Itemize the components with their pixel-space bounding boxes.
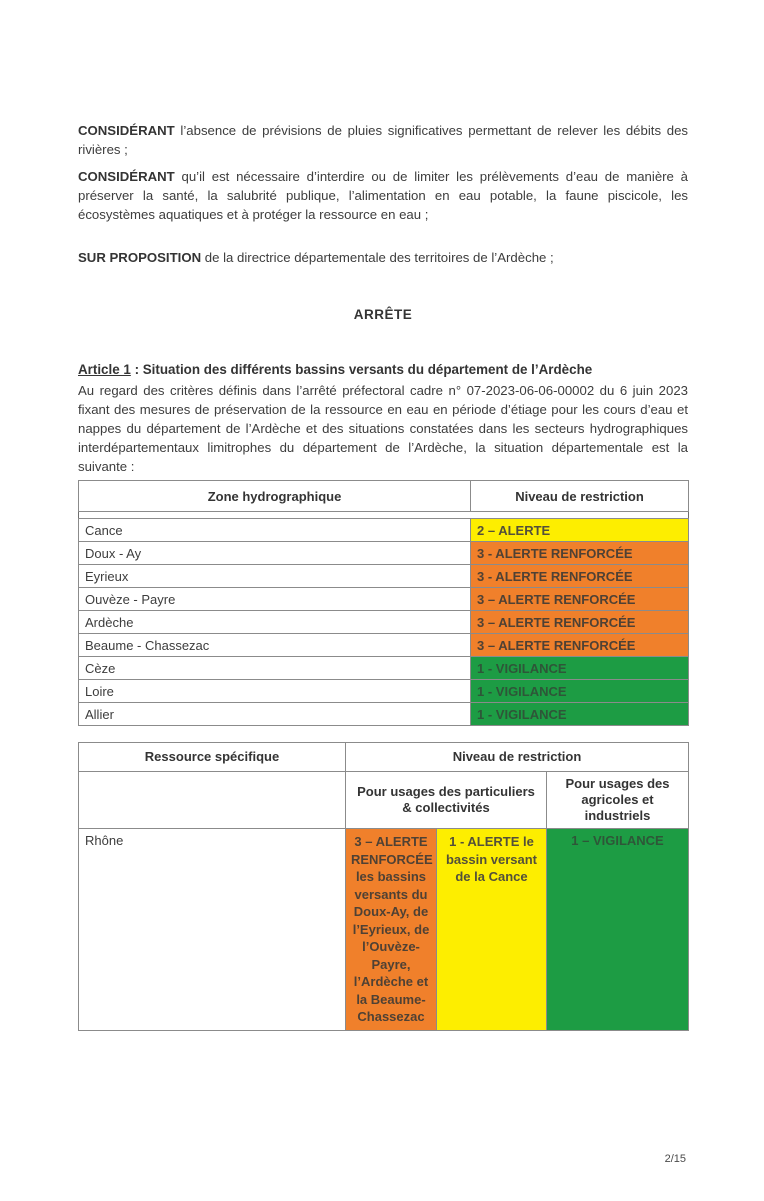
document-page bbox=[0, 121, 764, 1031]
zone-name: Cèze bbox=[79, 657, 471, 680]
zones-restriction-table bbox=[78, 480, 689, 726]
table-row bbox=[79, 657, 689, 680]
zone-name: Doux - Ay bbox=[79, 542, 471, 565]
restriction-level-badge: 1 - VIGILANCE bbox=[471, 703, 689, 726]
zones-table-header-zone: Zone hydrographique bbox=[79, 481, 471, 512]
resource-name: Rhône bbox=[79, 829, 346, 1031]
restriction-level-badge: 2 – ALERTE bbox=[471, 519, 689, 542]
table-row bbox=[79, 542, 689, 565]
zones-table-header-level: Niveau de restriction bbox=[471, 481, 689, 512]
zone-name: Ardèche bbox=[79, 611, 471, 634]
considerant-paragraph-2 bbox=[78, 167, 688, 224]
resource-table-header-particuliers: Pour usages des particuliers & collectivités bbox=[346, 772, 547, 829]
resource-table-header-agricoles: Pour usages des agricoles et industriels bbox=[547, 772, 689, 829]
considerant-2-lead: CONSIDÉRANT bbox=[78, 169, 175, 184]
restriction-level-badge: 3 - ALERTE RENFORCÉE bbox=[471, 542, 689, 565]
arrete-heading: ARRÊTE bbox=[353, 307, 413, 322]
restriction-level-badge: 3 – ALERTE RENFORCÉE bbox=[471, 611, 689, 634]
article-1-heading bbox=[78, 360, 688, 379]
resource-restriction-table bbox=[78, 742, 689, 1031]
page-number: 2/15 bbox=[664, 1153, 686, 1165]
restriction-level-badge: 3 – ALERTE RENFORCÉE bbox=[471, 588, 689, 611]
restriction-level-badge: 1 - VIGILANCE bbox=[471, 680, 689, 703]
table-row bbox=[79, 829, 689, 1031]
restriction-level-badge: 3 – ALERTE RENFORCÉE les bassins versants du Doux-Ay, de l’Eyrieux, de l’Ouvèze-Payre, l’Ardèche et la Beaume-Chassezac bbox=[346, 829, 437, 1031]
considerant-1-text: l’absence de prévisions de pluies significatives permettant de relever les débits des rivières ; bbox=[78, 123, 688, 157]
zone-name: Allier bbox=[79, 703, 471, 726]
resource-table-header-row-1 bbox=[79, 743, 689, 772]
table-row bbox=[79, 634, 689, 657]
considerant-paragraph-1 bbox=[78, 121, 688, 159]
zone-name: Ouvèze - Payre bbox=[79, 588, 471, 611]
restriction-level-badge: 1 - ALERTE le bassin versant de la Cance bbox=[437, 829, 547, 1031]
resource-table-header-empty bbox=[79, 772, 346, 829]
restriction-level-badge: 3 - ALERTE RENFORCÉE bbox=[471, 565, 689, 588]
resource-table-header-row-2 bbox=[79, 772, 689, 829]
table-row bbox=[79, 680, 689, 703]
zones-table-spacer-row bbox=[79, 512, 689, 519]
resource-table-header-resource: Ressource spécifique bbox=[79, 743, 346, 772]
article-1-title: : Situation des différents bassins versants du département de l’Ardèche bbox=[130, 362, 593, 377]
table-row bbox=[79, 611, 689, 634]
restriction-level-badge: 3 – ALERTE RENFORCÉE bbox=[471, 634, 689, 657]
sur-proposition-lead: SUR PROPOSITION bbox=[78, 250, 202, 265]
restriction-level-badge: 1 - VIGILANCE bbox=[471, 657, 689, 680]
sur-proposition-text: de la directrice départementale des territoires de l’Ardèche ; bbox=[201, 250, 554, 265]
table-row bbox=[79, 703, 689, 726]
considerant-1-lead: CONSIDÉRANT bbox=[78, 123, 175, 138]
article-1-label: Article 1 bbox=[78, 362, 131, 377]
restriction-level-badge: 1 – VIGILANCE bbox=[547, 829, 689, 1031]
table-row bbox=[79, 519, 689, 542]
zone-name: Beaume - Chassezac bbox=[79, 634, 471, 657]
table-row bbox=[79, 588, 689, 611]
zones-table-header-row bbox=[79, 481, 689, 512]
table-row bbox=[79, 565, 689, 588]
resource-table-header-level: Niveau de restriction bbox=[346, 743, 689, 772]
considerant-2-text: qu’il est nécessaire d’interdire ou de limiter les prélèvements d’eau de manière à préserver la santé, la salubrité publique, l’alimentation en eau potable, la faune piscicole, les écosystèmes aquatiques et à protéger la ressource en eau ; bbox=[78, 169, 688, 222]
sur-proposition-paragraph bbox=[78, 248, 688, 267]
zone-name: Eyrieux bbox=[79, 565, 471, 588]
article-1-body-paragraph: Au regard des critères définis dans l’arrêté préfectoral cadre n° 07-2023-06-06-00002 du 6 juin 2023 fixant des mesures de préservation de la ressource en eau en période d’étiage pour les cours d’eau et nappes du département de l’Ardèche et des situations constatées dans les secteurs hydrographiques interdépartementaux limitrophes du département de l’Ardèche, la situation départementale est la suivante : bbox=[78, 383, 688, 474]
zone-name: Loire bbox=[79, 680, 471, 703]
zone-name: Cance bbox=[79, 519, 471, 542]
